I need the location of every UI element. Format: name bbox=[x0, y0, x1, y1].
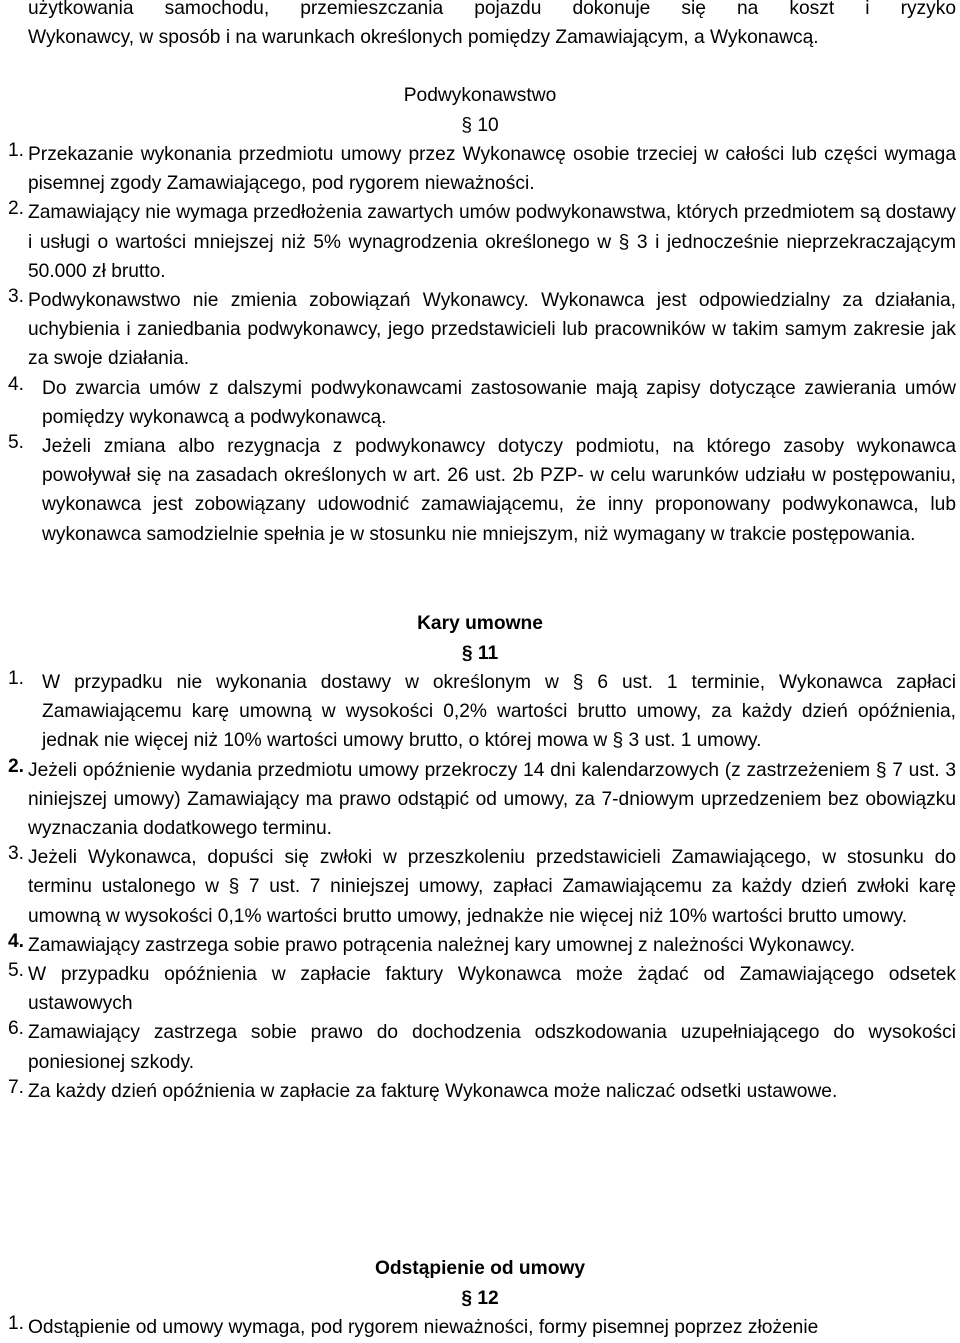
list-item bbox=[8, 1313, 956, 1342]
item-text: Zamawiający nie wymaga przedłożenia zawartych umów podwykonawstwa, których przedmiotem są dostawy i usługi o wartości mniejszej niż 5% wynagrodzenia określonego w § 3 i jednocześnie nieprzekraczającym 50.000 zł brutto. bbox=[28, 202, 956, 282]
item-number: 7. bbox=[8, 1076, 25, 1098]
item-number: 3. bbox=[8, 286, 25, 308]
item-text: Zamawiający zastrzega sobie prawo potrącenia należnej kary umownej z należności Wykonawcy. bbox=[28, 934, 856, 956]
section-12-title: Odstąpienie od umowy bbox=[374, 1258, 586, 1279]
list-item bbox=[8, 668, 956, 756]
list-item bbox=[8, 931, 956, 960]
item-text: Jeżeli opóźnienie wydania przedmiotu umowy przekroczy 14 dni kalendarzowych (z zastrzeżeniem § 7 ust. 3 niniejszej umowy) Zamawiający ma prawo odstąpić od umowy, za 7-dniowym uprzedzeniem bez obowiązku wyznaczania dodatkowego terminu. bbox=[28, 759, 956, 840]
item-number: 5. bbox=[8, 960, 25, 982]
item-text: W przypadku opóźnienia w zapłacie faktury Wykonawca może żądać od Zamawiającego odsetek ustawowych bbox=[28, 964, 956, 1015]
item-text: Jeżeli Wykonawca, dopuści się zwłoki w przeszkoleniu przedstawicieli Zamawiającego, w stosunku do terminu ustalonego w § 7 ust. 7 niniejszej umowy, zapłaci Zamawiającemu za każdy dzień zwłoki karę umowną w wysokości 0,1% wartości brutto umowy, jednakże nie więcej niż 10% wartości brutto umowy. bbox=[28, 847, 956, 927]
item-text: Podwykonawstwo nie zmienia zobowiązań Wykonawcy. Wykonawca jest odpowiedzialny za działania, uchybienia i zaniedbania podwykonawcy, jego przedstawicieli lub pracowników w takim samym zakresie jak za swoje działania. bbox=[28, 290, 956, 370]
list-item bbox=[8, 286, 956, 374]
list-item bbox=[8, 198, 956, 286]
list-item bbox=[8, 1018, 956, 1076]
section-12-number: § 12 bbox=[461, 1288, 499, 1309]
item-number: 4. bbox=[8, 930, 25, 952]
item-number: 3. bbox=[8, 843, 25, 865]
intro-line-2: Wykonawcy, w sposób i na warunkach określonych pomiędzy Zamawiającym, a Wykonawcą. bbox=[28, 27, 819, 49]
item-number: 1. bbox=[8, 140, 25, 161]
list-item bbox=[8, 1077, 956, 1106]
item-number: 1. bbox=[8, 668, 25, 689]
list-item bbox=[8, 432, 956, 549]
list-item bbox=[8, 960, 956, 1018]
section-10-list bbox=[8, 140, 956, 549]
item-text: Przekazanie wykonania przedmiotu umowy przez Wykonawcę osobie trzeciej w całości lub części wymaga pisemnej zgody Zamawiającego, pod rygorem nieważności. bbox=[28, 144, 956, 195]
item-text: Odstąpienie od umowy wymaga, pod rygorem nieważności, formy pisemnej poprzez złożenie bbox=[28, 1317, 819, 1338]
item-number: 2. bbox=[8, 198, 25, 220]
section-11-list bbox=[8, 668, 956, 1106]
list-item bbox=[8, 374, 956, 432]
item-text: Jeżeli zmiana albo rezygnacja z podwykonawcy dotyczy podmiotu, na którego zasoby wykonawca powoływał się na zasadach określonych w art. 26 ust. 2b PZP- w celu warunków udziału w postępowaniu, wykonawca jest zobowiązany udowodnić zamawiającemu, że inny proponowany podwykonawca, lub wykonawca samodzielnie spełnia je w stosunku nie mniejszym, niż wymagany w trakcie postępowania. bbox=[42, 436, 956, 545]
item-text: Zamawiający zastrzega sobie prawo do dochodzenia odszkodowania uzupełniającego do wysokości poniesionej szkody. bbox=[28, 1022, 956, 1073]
intro-line-1: użytkowania samochodu, przemieszczania pojazdu dokonuje się na koszt i ryzyko bbox=[28, 0, 956, 19]
section-10-number: § 10 bbox=[461, 115, 499, 136]
section-11-title: Kary umowne bbox=[417, 613, 543, 634]
item-number: 5. bbox=[8, 432, 25, 454]
item-number: 4. bbox=[8, 373, 25, 395]
item-number: 2. bbox=[8, 755, 25, 777]
item-number: 1. bbox=[8, 1313, 25, 1334]
item-text: Do zwarcia umów z dalszymi podwykonawcami zastosowanie mają zapisy dotyczące zawierania umów pomiędzy wykonawcą a podwykonawcą. bbox=[42, 377, 956, 428]
list-item bbox=[8, 756, 956, 844]
item-text: Za każdy dzień opóźnienia w zapłacie za fakturę Wykonawca może naliczać odsetki ustawowe. bbox=[28, 1080, 838, 1102]
section-12-list bbox=[8, 1313, 956, 1342]
list-item bbox=[8, 140, 956, 198]
section-10-title: Podwykonawstwo bbox=[403, 85, 557, 106]
section-11-number: § 11 bbox=[461, 643, 499, 664]
item-text: W przypadku nie wykonania dostawy w określonym w § 6 ust. 1 terminie, Wykonawca zapłaci Zamawiającemu karę umowną w wysokości 0,2% wartości brutto umowy, za każdy dzień opóźnienia, jednak nie więcej niż 10% wartości umowy brutto, o której mowa w § 3 ust. 1 umowy. bbox=[42, 672, 956, 752]
item-number: 6. bbox=[8, 1018, 25, 1040]
list-item bbox=[8, 843, 956, 931]
intro-paragraph bbox=[28, 0, 956, 52]
